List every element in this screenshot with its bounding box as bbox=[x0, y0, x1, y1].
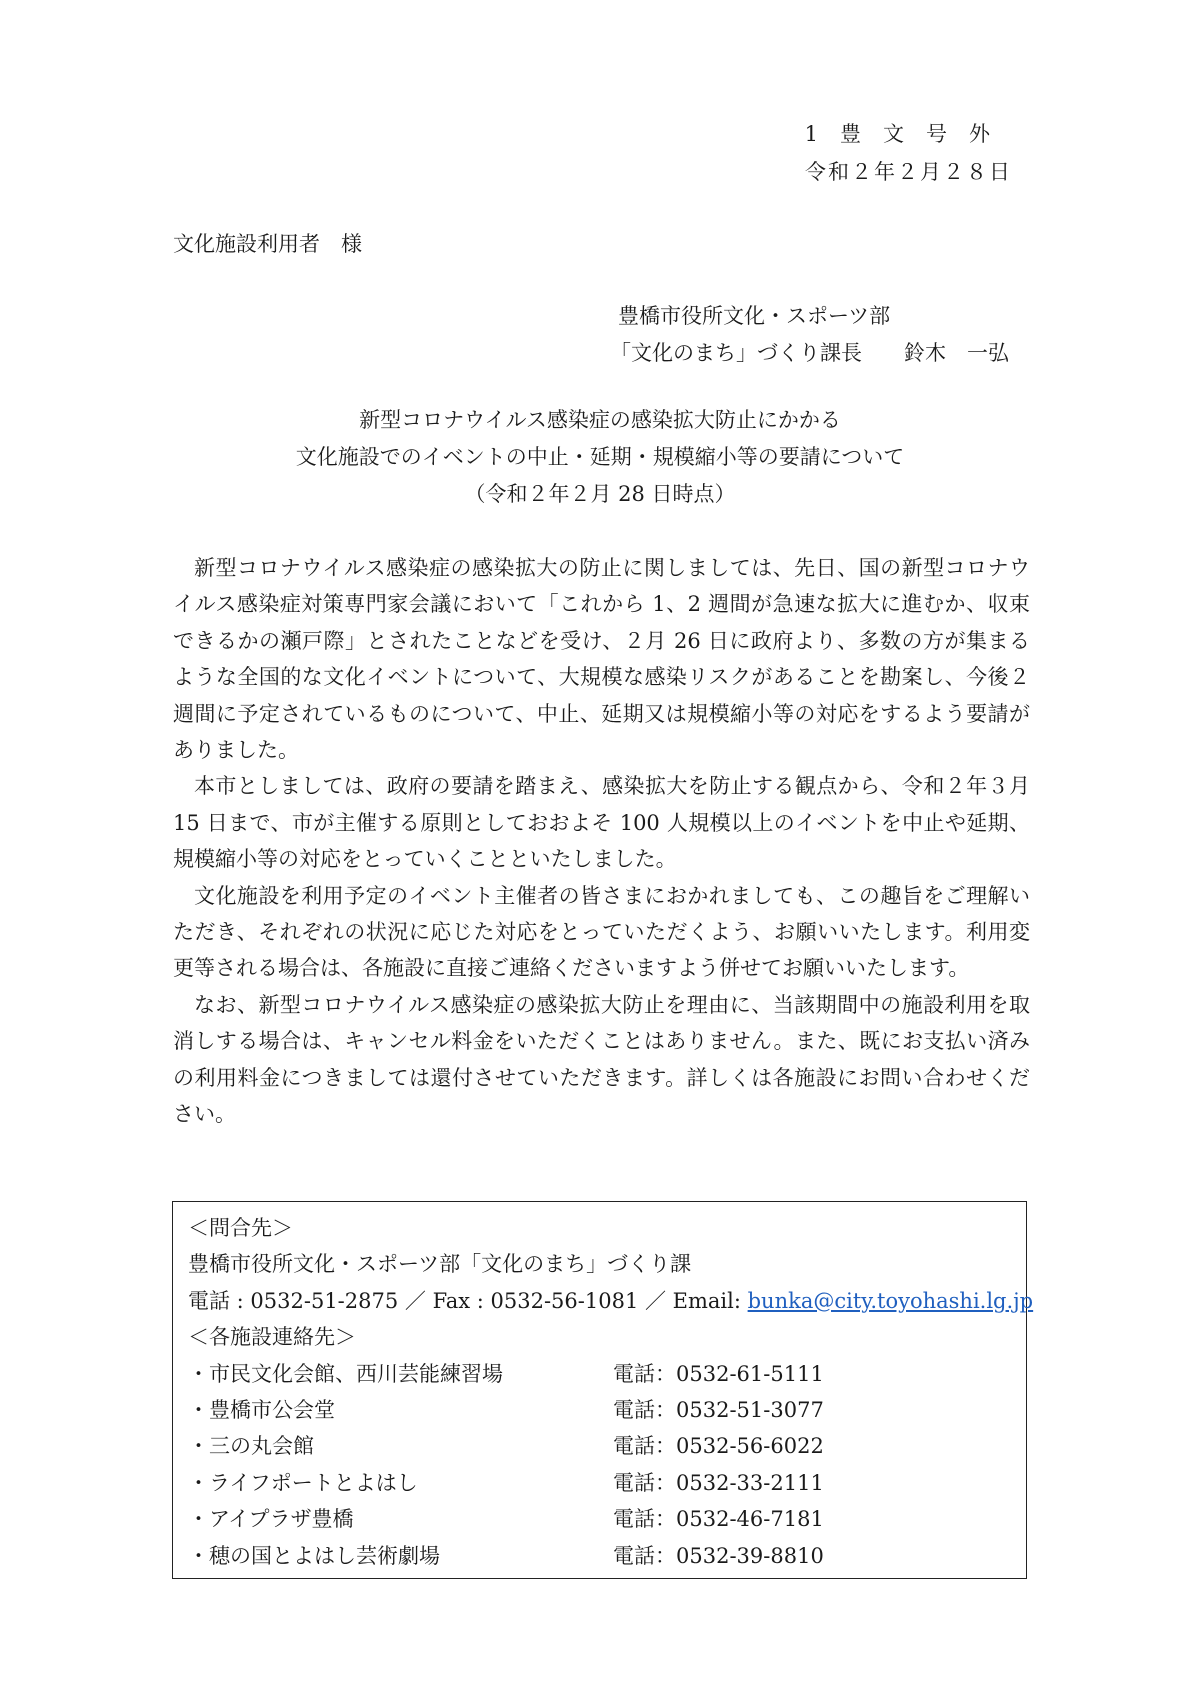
facility-name: ・豊橋市公会堂 bbox=[188, 1398, 335, 1423]
facility-name: ・三の丸会館 bbox=[188, 1434, 314, 1459]
facility-row bbox=[188, 1356, 1026, 1392]
facility-row bbox=[188, 1465, 1026, 1501]
sender-title-name: 「文化のまち」づくり課長 鈴木 一弘 bbox=[610, 341, 1009, 365]
body-paragraph: 本市としましては、政府の要請を踏まえ、感染拡大を防止する観点から、令和２年３月 15 日まで、市が主催する原則としておおよそ 100 人規模以上のイベントを中止や延期、規模縮小等の対応をとっていくことといたしました。 bbox=[173, 774, 1030, 872]
facility-phone: 電話：0532-56-6022 bbox=[613, 1434, 824, 1459]
facility-row bbox=[188, 1501, 1026, 1537]
contact-box bbox=[172, 1201, 1034, 1579]
sender-department: 豊橋市役所文化・スポーツ部 bbox=[618, 304, 891, 328]
facility-phone: 電話：0532-51-3077 bbox=[613, 1398, 824, 1423]
body-paragraph: 文化施設を利用予定のイベント主催者の皆さまにおかれましても、この趣旨をご理解いただき、それぞれの状況に応じた対応をとっていただくよう、お願いいたします。利用変更等される場合は、各施設に直接ご連絡くださいますよう併せてお願いいたします。 bbox=[173, 883, 1030, 981]
facility-name: ・アイプラザ豊橋 bbox=[188, 1507, 354, 1532]
title-line-2: 文化施設でのイベントの中止・延期・規模縮小等の要請について bbox=[295, 445, 905, 469]
contact-email-link[interactable]: bunka@city.toyohashi.lg.jp bbox=[747, 1288, 1034, 1313]
contact-phone-fax: 電話 : 0532-51-2875 ／ Fax : 0532-56-1081 ／ Email: bbox=[188, 1288, 748, 1313]
facilities-heading: ＜各施設連絡先＞ bbox=[188, 1325, 356, 1350]
facility-row bbox=[188, 1428, 1026, 1464]
body-text bbox=[173, 550, 1030, 1133]
body-paragraph: なお、新型コロナウイルス感染症の感染拡大防止を理由に、当該期間中の施設利用を取消しする場合は、キャンセル料金をいただくことはありません。また、既にお支払い済みの利用料金につきましては還付させていただきます。詳しくは各施設にお問い合わせください。 bbox=[173, 992, 1030, 1127]
contact-phone-line bbox=[188, 1283, 1034, 1319]
facility-name: ・穂の国とよはし芸術劇場 bbox=[188, 1543, 440, 1568]
facility-phone: 電話：0532-46-7181 bbox=[613, 1507, 824, 1532]
title-line-3: （令和２年２月 28 日時点） bbox=[464, 482, 736, 506]
addressee: 文化施設利用者 様 bbox=[173, 232, 362, 256]
document-title bbox=[0, 402, 1200, 513]
facility-phone: 電話：0532-61-5111 bbox=[613, 1361, 824, 1386]
body-paragraph: 新型コロナウイルス感染症の感染拡大の防止に関しましては、先日、国の新型コロナウイルス感染症対策専門家会議において「これから 1、2 週間が急速な拡大に進むか、収束できるかの瀬戸際」とされたことなどを受け、２月 26 日に政府より、多数の方が集まるような全国的な文化イベントについて、大規模な感染リスクがあることを勘案し、今後２週間に予定されているものについて、中止、延期又は規模縮小等の対応をするよう要請がありました。 bbox=[173, 556, 1030, 763]
facility-name: ・ライフポートとよはし bbox=[188, 1470, 418, 1495]
title-line-1: 新型コロナウイルス感染症の感染拡大防止にかかる bbox=[359, 408, 841, 432]
facility-row bbox=[188, 1538, 1026, 1574]
facility-phone: 電話：0532-39-8810 bbox=[613, 1543, 824, 1568]
contact-department: 豊橋市役所文化・スポーツ部「文化のまち」づくり課 bbox=[188, 1252, 692, 1277]
facility-row bbox=[188, 1392, 1026, 1428]
contact-heading: ＜問合先＞ bbox=[188, 1216, 293, 1240]
reference-number: 1豊文号外 bbox=[804, 122, 1012, 146]
facility-name: ・市民文化会館、西川芸能練習場 bbox=[188, 1361, 503, 1386]
document-date: 令和２年２月２８日 bbox=[805, 160, 1012, 184]
facility-phone: 電話：0532-33-2111 bbox=[613, 1470, 824, 1495]
